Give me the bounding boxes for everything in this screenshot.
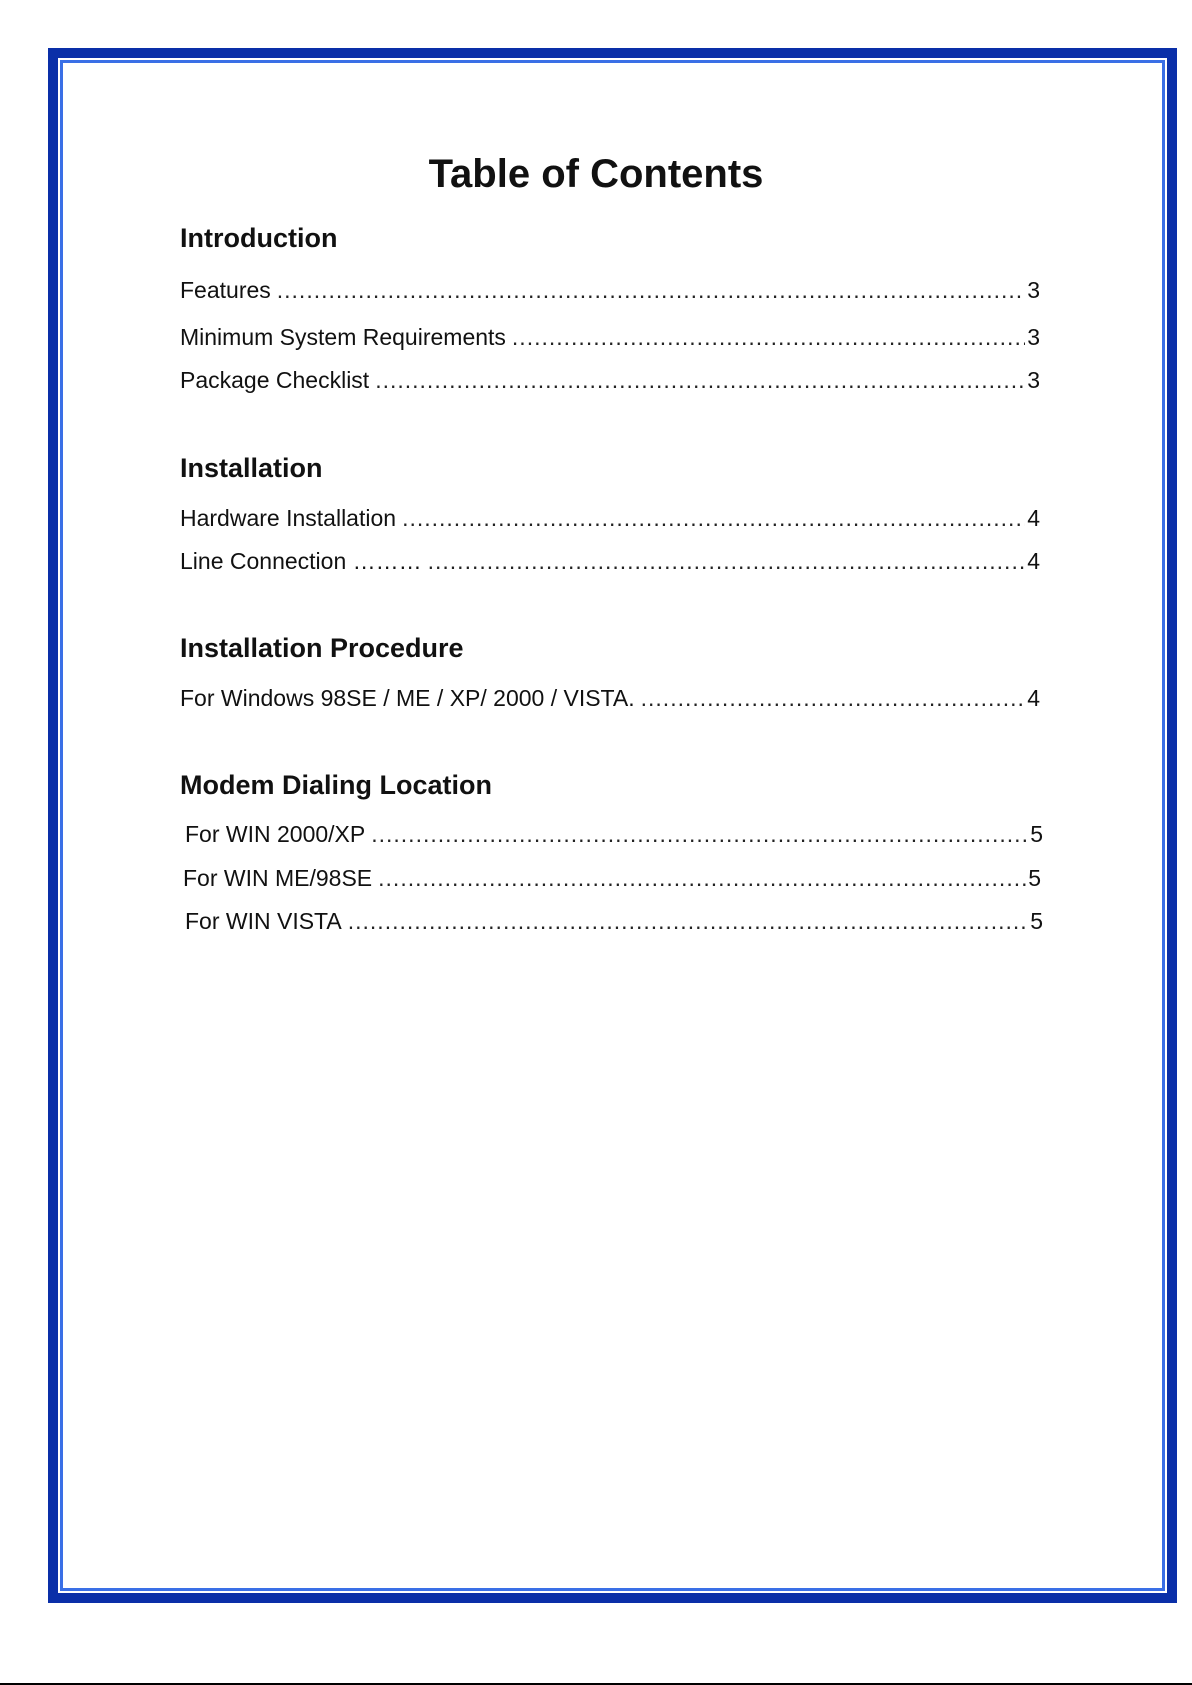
toc-entry-label: Minimum System Requirements [180,324,506,350]
toc-entry-page: 4 [1027,685,1040,711]
toc-entry-hardware-installation[interactable] [180,504,1040,532]
toc-entry-for-win-2000-xp[interactable] [185,820,1043,848]
toc-entry-label: Package Checklist [180,367,370,393]
toc-entry-page: 5 [1030,821,1043,847]
dot-leader [512,323,1025,351]
page-title: Table of Contents [428,152,764,196]
toc-entry-label: Features [180,277,271,303]
dot-leader [428,547,1026,575]
toc-entry-for-win-me-98se[interactable] [183,864,1041,892]
toc-entry-minimum-system-requirements[interactable] [180,323,1040,351]
toc-entry-line-connection[interactable] [180,547,1040,575]
dot-leader [378,864,1026,892]
toc-entry-page: 5 [1030,908,1043,934]
dot-leader [277,276,1025,304]
section-heading-introduction: Introduction [180,223,338,253]
dot-leader [402,504,1025,532]
toc-entry-page: 5 [1028,865,1041,891]
toc-entry-label: For WIN ME/98SE [183,865,373,891]
section-heading-modem-dialing-location: Modem Dialing Location [180,770,493,800]
toc-entry-for-windows[interactable] [180,684,1040,712]
toc-entry-page: 4 [1027,505,1040,531]
toc-entry-package-checklist[interactable] [180,366,1040,394]
section-heading-installation: Installation [180,453,323,483]
dot-leader [641,684,1026,712]
toc-entry-features[interactable] [180,276,1040,304]
dot-leader [348,907,1028,935]
toc-entry-page: 4 [1027,548,1040,574]
toc-entry-page: 3 [1027,367,1040,393]
toc-entry-for-win-vista[interactable] [185,907,1043,935]
section-heading-installation-procedure: Installation Procedure [180,633,464,663]
dot-leader [371,820,1028,848]
toc-entry-page: 3 [1027,324,1040,350]
dot-leader [375,366,1025,394]
toc-entry-page: 3 [1027,277,1040,303]
toc-entry-label: Line Connection ……… [180,548,422,574]
toc-entry-label: Hardware Installation [180,505,397,531]
toc-entry-label: For WIN VISTA [185,908,342,934]
toc-entry-label: For WIN 2000/XP [185,821,366,847]
toc-entry-label: For Windows 98SE / ME / XP/ 2000 / VISTA. [180,685,635,711]
